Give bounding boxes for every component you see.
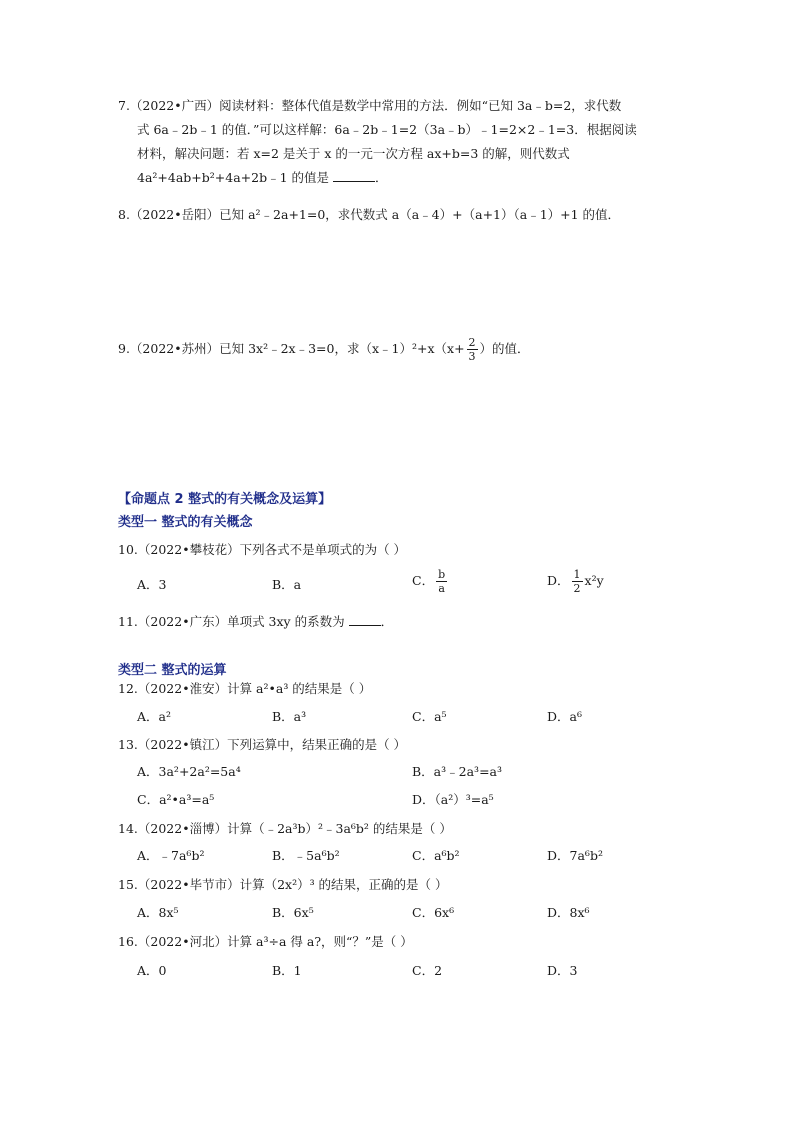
problem-9-before: 9.（2022•苏州）已知 3x²﹣2x﹣3=0，求（x﹣1）²+x（x+ [118,341,465,356]
q12-option-a[interactable]: A．a² [137,709,171,724]
fraction-numerator: 2 [468,336,476,349]
problem-7-line-1: 7.（2022•广西）阅读材料：整体代值是数学中常用的方法．例如“已知 3a﹣b=2，求代数 [118,98,622,113]
q12-option-d[interactable]: D．a⁶ [547,709,582,724]
fraction [572,568,583,595]
question-14-stem: 14.（2022•淄博）计算（﹣2a³b）²﹣3a⁶b² 的结果是（ ） [118,821,452,836]
option-label: C． [412,573,435,588]
question-16-stem: 16.（2022•河北）计算 a³÷a 得 a?，则“？”是（ ） [118,934,413,949]
q10-option-b[interactable]: B．a [272,577,302,592]
q15-option-c[interactable]: C．6x⁶ [412,905,455,920]
question-13-stem: 13.（2022•镇江）下列运算中，结果正确的是（ ） [118,737,407,752]
section-title: 【命题点 2 整式的有关概念及运算】 [118,492,332,507]
q14-option-d[interactable]: D．7a⁶b² [547,848,603,863]
answer-blank[interactable] [333,169,375,182]
question-11-end: ． [380,614,394,629]
option-label: D． [547,573,570,588]
problem-9-after: ）的值． [479,341,530,356]
q12-option-b[interactable]: B．a³ [272,709,307,724]
question-11 [118,613,393,631]
fraction [467,336,478,363]
problem-8: 8.（2022•岳阳）已知 a²﹣2a+1=0，求代数式 a（a﹣4）+（a+1）（a﹣1）+1 的值． [118,207,621,222]
problem-7-line-2: 式 6a﹣2b﹣1 的值．”可以这样解：6a﹣2b﹣1=2（3a﹣b）﹣1=2×2﹣1=3．根据阅读 [137,122,637,137]
question-10-stem: 10.（2022•攀枝花）下列各式不是单项式的为（ ） [118,542,407,557]
fraction-numerator: b [438,568,446,581]
question-11-stem: 11.（2022•广东）单项式 3xy 的系数为 [118,614,345,629]
q16-option-d[interactable]: D．3 [547,963,578,978]
q16-option-c[interactable]: C．2 [412,963,443,978]
q13-option-c[interactable]: C．a²•a³=a⁵ [137,792,215,807]
q15-option-a[interactable]: A．8x⁵ [137,905,179,920]
option-tail: x²y [584,573,604,588]
question-15-stem: 15.（2022•毕节市）计算（2x²）³ 的结果，正确的是（ ） [118,877,448,892]
type-one-heading: 类型一 整式的有关概念 [118,515,253,530]
q14-option-c[interactable]: C．a⁶b² [412,848,460,863]
q10-option-d[interactable] [547,568,604,595]
q14-option-a[interactable]: A．﹣7a⁶b² [137,848,205,863]
q13-option-a[interactable]: A．3a²+2a²=5a⁴ [137,764,241,779]
problem-7-line-4 [137,169,388,187]
problem-7-line-3: 材料，解决问题：若 x=2 是关于 x 的一元一次方程 ax+b=3 的解，则代数式 [137,146,570,161]
q10-option-c[interactable] [412,568,449,595]
fraction-denominator: a [438,582,445,595]
fraction-denominator: 2 [573,582,581,595]
q16-option-b[interactable]: B．1 [272,963,302,978]
q14-option-b[interactable]: B．﹣5a⁶b² [272,848,340,863]
q15-option-b[interactable]: B．6x⁵ [272,905,314,920]
problem-7-end: ． [375,170,388,185]
q13-option-b[interactable]: B．a³﹣2a³=a³ [412,764,503,779]
fraction-denominator: 3 [468,350,476,363]
problem-9 [118,336,530,363]
q15-option-d[interactable]: D．8x⁶ [547,905,590,920]
question-12-stem: 12.（2022•淮安）计算 a²•a³ 的结果是（ ） [118,681,372,696]
type-two-heading: 类型二 整式的运算 [118,663,227,678]
fraction-numerator: 1 [573,568,581,581]
q16-option-a[interactable]: A．0 [137,963,167,978]
answer-blank[interactable] [349,613,381,626]
q13-option-d[interactable]: D．（a²）³=a⁵ [412,792,494,807]
q10-option-a[interactable]: A．3 [137,577,167,592]
q12-option-c[interactable]: C．a⁵ [412,709,447,724]
fraction [436,568,447,595]
problem-7-expression: 4a²+4ab+b²+4a+2b﹣1 的值是 [137,170,330,185]
